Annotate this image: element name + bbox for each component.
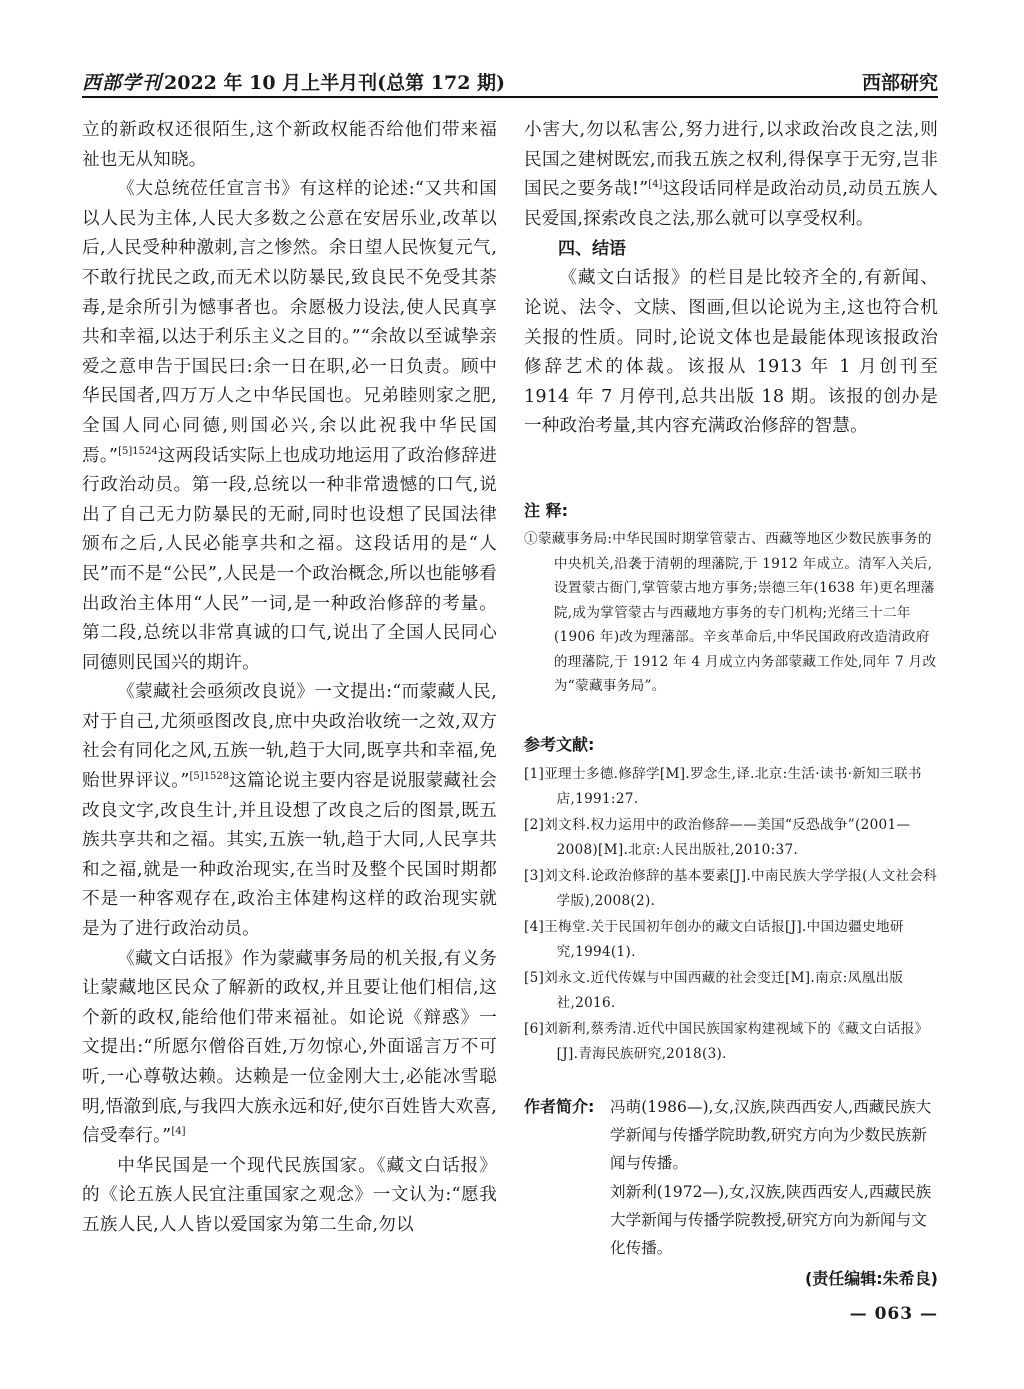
paragraph: 立的新政权还很陌生,这个新政权能否给他们带来福祉也无从知晓。 bbox=[82, 120, 497, 170]
responsible-editor: (责任编辑:朱希良) bbox=[804, 1269, 938, 1288]
paragraph: 小害大,勿以私害公,努力进行,以求政治改良之法,则民国之建树既宏,而我五族之权利,得保享于无穷,岂非国民之要务哉!”[4]这段话同样是政治动员,动员五族人民爱国,探索改良之法,那么就可以享受权利。 bbox=[524, 120, 938, 229]
left-column bbox=[82, 116, 497, 1241]
paragraph: 中华民国是一个现代民族国家。《藏文白话报》的《论五族人民宜注重国家之观念》一文认为:“愿我五族人民,人人皆以爱国家为第二生命,勿以 bbox=[82, 1155, 497, 1235]
journal-logo: 西部学刊 bbox=[82, 72, 163, 94]
journal-issue: 2022 年 10 月上半月刊(总第 172 期) bbox=[164, 72, 506, 94]
right-column bbox=[524, 116, 938, 442]
author-info bbox=[524, 1093, 938, 1262]
paragraph: 《藏文白话报》作为蒙藏事务局的机关报,有义务让蒙藏地区民众了解新的政权,并且要让他们相信,这个新的政权,能给他们带来福祉。如论说《辩惑》一文提出:“所愿尔僧俗百姓,万勿惊心,外面谣言万不可听,一心尊敬达赖。达赖是一位金刚大士,必能冰雪聪明,悟澈到底,与我四大族永远和好,使尔百姓皆大欢喜,信受奉行。”[4] bbox=[82, 948, 497, 1147]
paragraph: 《蒙藏社会亟须改良说》一文提出:“而蒙藏人民,对于自己,尤须亟图改良,庶中央政治收统一之效,双方社会有同化之风,五族一轨,趋于大同,既享共和幸福,免贻世界评议。”$^{[5]1528}$这篇论说主要内容是说服蒙藏社会改良文字,改良生计,并且设想了改良之后的图景,既五族共享共和之福。其实,五族一轨,趋于大同,人民享共和之福,就是一种政治现实,在当时及整个民国时期都不是一种客观存在,政治主体建构这样的政治现实就是为了进行政治动员。 bbox=[82, 682, 497, 940]
author-bio: 冯萌(1986—),女,汉族,陕西西安人,西藏民族大学新闻与传播学院助教,研究方向为少数民族新闻与传播。 bbox=[610, 1098, 932, 1173]
column-name: 西部研究 bbox=[861, 72, 938, 94]
note-item: ①蒙藏事务局:中华民国时期掌管蒙古、西藏等地区少数民族事务的中央机关,沿袭于清朝的理藩院,于 1912 年成立。清军入关后,设置蒙古衙门,掌管蒙古地方事务;崇德三年(1638 年)更名理藩院,成为掌管蒙古与西藏地方事务的专门机构;光绪三十二年(1906 年)改为理藩部。辛亥革命后,中华民国政府改造清政府的理藩院,于 1912 年 4 月成立内务部蒙藏工作处,同年 7 月改为“蒙藏事务局”。 bbox=[524, 531, 937, 694]
journal-title bbox=[82, 70, 505, 96]
page-number: — 063 — bbox=[849, 1304, 938, 1324]
author-label: 作者简介: bbox=[524, 1097, 595, 1116]
author-bio: 刘新利(1972—),女,汉族,陕西西安人,西藏民族大学新闻与传播学院教授,研究方向为新闻与文化传播。 bbox=[610, 1182, 932, 1258]
paragraph: 《大总统莅任宣言书》有这样的论述:“又共和国以人民为主体,人民大多数之公意在安居乐业,改革以后,人民受种种激刺,言之惨然。余日望人民恢复元气,不敢行扰民之政,而无术以防暴民,致良民不免受其荼毒,是余所引为憾事者也。余愿极力设法,使人民真享共和幸福,以达于利乐主义之目的。”“余故以至诚挚亲爱之意申告于国民曰:余一日在职,必一日负责。顾中华民国者,四万万人之中华民国也。兄弟睦则家之肥,全国人同心同德,则国必兴,余以此祝我中华民国焉。”$^{[5]1524}$这两段话实际上也成功地运用了政治修辞进行政治动员。第一段,总统以一种非常遗憾的口气,说出了自己无力防暴民的无耐,同时也设想了民国法律颁布之后,人民必能享共和之福。这段话用的是“人民”而不是“公民”,人民是一个政治概念,所以也能够看出政治主体用“人民”一词,是一种政治修辞的考量。第二段,总统以非常真诚的口气,说出了全国人民同心同德则民国兴的期许。 bbox=[82, 179, 497, 673]
notes-list bbox=[524, 527, 938, 699]
running-header bbox=[82, 70, 938, 98]
citation: [5]1524 bbox=[118, 445, 158, 457]
references-list bbox=[524, 762, 938, 1068]
reference-item: [4]王梅堂.关于民国初年创办的藏文白话报[J].中国边疆史地研究,1994(1). bbox=[524, 919, 904, 960]
reference-item: [6]刘新利,蔡秀清.近代中国民族国家构建视域下的《藏文白话报》[J].青海民族研究,2018(3). bbox=[524, 1021, 929, 1062]
reference-item: [2]刘文科.权力运用中的政治修辞——美国“反恐战争”(2001—2008)[M].北京:人民出版社,2010:37. bbox=[524, 817, 911, 858]
reference-item: [1]亚理士多德.修辞学[M].罗念生,译.北京:生活·读书·新知三联书店,1991:27. bbox=[524, 766, 922, 807]
citation: [5]1528 bbox=[189, 771, 230, 783]
reference-item: [5]刘永文.近代传媒与中国西藏的社会变迁[M].南京:凤凰出版社,2016. bbox=[524, 970, 904, 1011]
section-title: 四、结语 bbox=[558, 239, 626, 260]
paragraph: 《藏文白话报》的栏目是比较齐全的,有新闻、论说、法令、文牍、图画,但以论说为主,这也符合机关报的性质。同时,论说文体也是最能体现该报政治修辞艺术的体裁。该报从 1913 年 1 月创刊至 1914 年 7 月停刊,总共出版 18 期。该报的创办是一种政治考量,其内容充满政治修辞的智慧。 bbox=[524, 268, 938, 437]
references-label: 参考文献: bbox=[524, 735, 595, 754]
notes-label: 注 释: bbox=[524, 501, 568, 520]
citation: [4] bbox=[171, 1126, 186, 1138]
reference-item: [3]刘文科.论政治修辞的基本要素[J].中南民族大学学报(人文社会科学版),2008(2). bbox=[524, 868, 938, 909]
citation: [4] bbox=[648, 179, 663, 191]
